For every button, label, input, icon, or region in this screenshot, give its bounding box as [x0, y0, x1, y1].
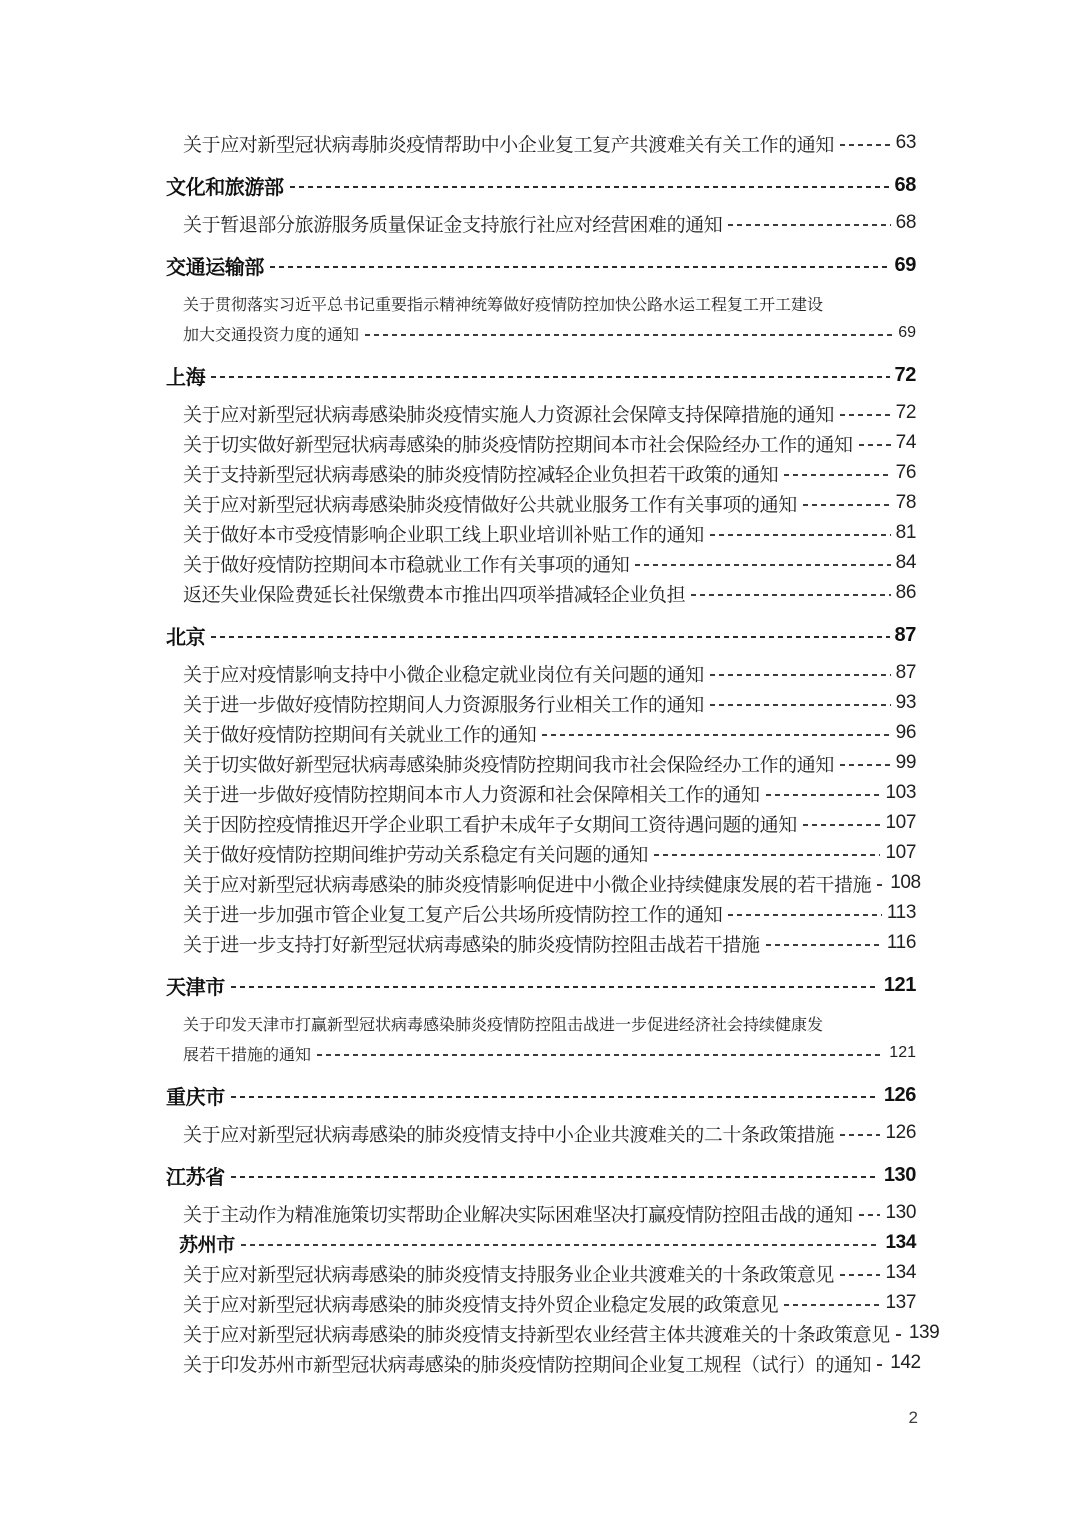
toc-entry	[166, 778, 916, 808]
subsection-page-number: 134	[885, 1232, 916, 1253]
entry-title-line2	[183, 318, 916, 348]
dotted-leader	[211, 376, 889, 378]
section-page-number: 126	[883, 1083, 916, 1106]
toc-entry	[166, 488, 916, 518]
toc-entry	[166, 128, 916, 158]
dotted-leader	[231, 1096, 879, 1098]
entry-page-number: 107	[885, 812, 916, 833]
subsection-title: 苏州市	[179, 1234, 235, 1256]
dotted-leader	[728, 914, 882, 916]
dotted-leader	[896, 1334, 904, 1336]
dotted-leader	[784, 1304, 880, 1306]
toc-entry	[166, 748, 916, 778]
section-page-number: 130	[883, 1163, 916, 1186]
entry-title: 返还失业保险费延长社保缴费本市推出四项举措减轻企业负担	[183, 584, 686, 606]
entry-title: 关于支持新型冠状病毒感染的肺炎疫情防控减轻企业负担若干政策的通知	[183, 464, 779, 486]
dotted-leader	[859, 444, 891, 446]
toc-entry	[166, 578, 916, 608]
page-number: 2	[908, 1408, 918, 1427]
dotted-leader	[803, 504, 891, 506]
entry-page-number: 86	[895, 582, 916, 603]
entry-title: 关于进一步做好疫情防控期间人力资源服务行业相关工作的通知	[183, 694, 704, 716]
dotted-leader	[840, 144, 891, 146]
toc-entry-multiline	[166, 1008, 916, 1068]
entry-title: 关于进一步加强市管企业复工复产后公共场所疫情防控工作的通知	[183, 904, 723, 926]
entry-title: 关于应对新型冠状病毒肺炎疫情帮助中小企业复工复产共渡难关有关工作的通知	[183, 134, 835, 156]
entry-page-number: 63	[895, 132, 916, 153]
section-page-number: 68	[894, 173, 916, 196]
toc-entry	[166, 718, 916, 748]
entry-title: 关于应对新型冠状病毒感染肺炎疫情做好公共就业服务工作有关事项的通知	[183, 494, 797, 516]
dotted-leader	[241, 1244, 881, 1246]
toc-entry	[166, 838, 916, 868]
entry-title: 关于应对新型冠状病毒感染的肺炎疫情支持中小企业共渡难关的二十条政策措施	[183, 1124, 835, 1146]
entry-title: 关于因防控疫情推迟开学企业职工看护未成年子女期间工资待遇问题的通知	[183, 814, 797, 836]
entry-page-number: 96	[895, 722, 916, 743]
entry-page-number: 68	[895, 212, 916, 233]
entry-title: 关于应对疫情影响支持中小微企业稳定就业岗位有关问题的通知	[183, 664, 704, 686]
toc-entry	[166, 428, 916, 458]
entry-page-number: 78	[895, 492, 916, 513]
dotted-leader	[840, 764, 891, 766]
entry-title-line2	[183, 1038, 916, 1068]
toc-entry	[166, 688, 916, 718]
entry-title-line1: 关于印发天津市打赢新型冠状病毒感染肺炎疫情防控阻击战进一步促进经济社会持续健康发	[183, 1016, 824, 1034]
dotted-leader	[231, 986, 879, 988]
dotted-leader	[231, 1176, 879, 1178]
toc-entry	[166, 458, 916, 488]
entry-page-number: 69	[898, 324, 916, 341]
entry-title-continuation: 展若干措施的通知	[183, 1046, 312, 1064]
toc-section-header	[166, 360, 916, 390]
toc-entry	[166, 1118, 916, 1148]
dotted-leader	[710, 534, 891, 536]
entry-page-number: 121	[889, 1044, 916, 1061]
entry-page-number: 72	[895, 402, 916, 423]
dotted-leader	[290, 186, 890, 188]
entry-title: 关于切实做好新型冠状病毒感染肺炎疫情防控期间我市社会保险经办工作的通知	[183, 754, 835, 776]
entry-title: 关于主动作为精准施策切实帮助企业解决实际困难坚决打赢疫情防控阻击战的通知	[183, 1204, 853, 1226]
toc-entry	[166, 1288, 916, 1318]
entry-page-number: 126	[885, 1122, 916, 1143]
entry-title: 关于做好疫情防控期间维护劳动关系稳定有关问题的通知	[183, 844, 649, 866]
toc-section-header	[166, 620, 916, 650]
entry-page-number: 81	[895, 522, 916, 543]
toc-entry	[166, 548, 916, 578]
toc-entry	[166, 658, 916, 688]
entry-page-number: 130	[885, 1202, 916, 1223]
toc-entry	[166, 398, 916, 428]
entry-page-number: 134	[885, 1262, 916, 1283]
dotted-leader	[728, 224, 890, 226]
entry-title: 关于印发苏州市新型冠状病毒感染的肺炎疫情防控期间企业复工规程（试行）的通知	[183, 1354, 872, 1376]
entry-title: 关于做好疫情防控期间有关就业工作的通知	[183, 724, 537, 746]
section-page-number: 121	[883, 973, 916, 996]
toc-entry	[166, 1198, 916, 1228]
entry-title: 关于应对新型冠状病毒感染的肺炎疫情支持服务业企业共渡难关的十条政策意见	[183, 1264, 835, 1286]
toc-section-header	[166, 1160, 916, 1190]
entry-title: 关于切实做好新型冠状病毒感染的肺炎疫情防控期间本市社会保险经办工作的通知	[183, 434, 853, 456]
entry-page-number: 93	[895, 692, 916, 713]
toc-section-header	[166, 970, 916, 1000]
toc-section-header	[166, 250, 916, 280]
dotted-leader	[766, 794, 881, 796]
entry-page-number: 107	[885, 842, 916, 863]
dotted-leader	[691, 594, 890, 596]
toc-entry	[166, 1348, 921, 1378]
entry-page-number: 84	[895, 552, 916, 573]
entry-page-number: 139	[908, 1322, 940, 1343]
dotted-leader	[859, 1214, 881, 1216]
toc-entry	[166, 208, 916, 238]
entry-page-number: 103	[885, 782, 916, 803]
entry-title: 关于做好疫情防控期间本市稳就业工作有关事项的通知	[183, 554, 630, 576]
toc-subsection-header	[166, 1228, 916, 1258]
dotted-leader	[877, 1364, 885, 1366]
dotted-leader	[710, 704, 891, 706]
entry-page-number: 108	[890, 872, 921, 893]
toc-entry	[166, 898, 916, 928]
entry-page-number: 87	[895, 662, 916, 683]
toc-entry	[166, 928, 916, 958]
section-page-number: 87	[894, 623, 916, 646]
dotted-leader	[840, 1134, 880, 1136]
entry-page-number: 142	[890, 1352, 921, 1373]
section-title: 文化和旅游部	[166, 176, 284, 199]
entry-page-number: 113	[886, 902, 916, 923]
entry-title: 关于应对新型冠状病毒感染肺炎疫情实施人力资源社会保障支持保障措施的通知	[183, 404, 835, 426]
entry-page-number: 99	[895, 752, 916, 773]
toc-entry	[166, 1258, 916, 1288]
section-title: 江苏省	[166, 1166, 225, 1189]
section-title: 交通运输部	[166, 256, 264, 279]
dotted-leader	[784, 474, 890, 476]
toc-entry	[166, 808, 916, 838]
entry-title: 关于做好本市受疫情影响企业职工线上职业培训补贴工作的通知	[183, 524, 704, 546]
dotted-leader	[840, 414, 891, 416]
section-page-number: 72	[894, 363, 916, 386]
entry-title: 关于进一步支持打好新型冠状病毒感染的肺炎疫情防控阻击战若干措施	[183, 934, 760, 956]
entry-page-number: 116	[886, 932, 916, 953]
dotted-leader	[365, 334, 893, 336]
table-of-contents	[166, 128, 940, 1378]
section-page-number: 69	[894, 253, 916, 276]
dotted-leader	[803, 824, 881, 826]
section-title: 天津市	[166, 976, 225, 999]
toc-entry-multiline	[166, 288, 916, 348]
entry-page-number: 76	[895, 462, 916, 483]
entry-title-line1: 关于贯彻落实习近平总书记重要指示精神统筹做好疫情防控加快公路水运工程复工开工建设	[183, 296, 824, 314]
dotted-leader	[840, 1274, 880, 1276]
entry-title: 关于应对新型冠状病毒感染的肺炎疫情支持新型农业经营主体共渡难关的十条政策意见	[183, 1324, 890, 1346]
dotted-leader	[710, 674, 891, 676]
dotted-leader	[270, 266, 890, 268]
entry-page-number: 74	[895, 432, 916, 453]
toc-entry	[166, 868, 921, 898]
toc-entry	[166, 1318, 940, 1348]
entry-title: 关于进一步做好疫情防控期间本市人力资源和社会保障相关工作的通知	[183, 784, 760, 806]
toc-section-header	[166, 1080, 916, 1110]
dotted-leader	[211, 636, 889, 638]
toc-section-header	[166, 170, 916, 200]
section-title: 重庆市	[166, 1086, 225, 1109]
entry-title-continuation: 加大交通投资力度的通知	[183, 326, 360, 344]
entry-page-number: 137	[885, 1292, 916, 1313]
toc-entry	[166, 518, 916, 548]
section-title: 北京	[166, 626, 206, 649]
dotted-leader	[766, 944, 882, 946]
entry-title: 关于暂退部分旅游服务质量保证金支持旅行社应对经营困难的通知	[183, 214, 723, 236]
section-title: 上海	[166, 366, 206, 389]
dotted-leader	[654, 854, 880, 856]
entry-title: 关于应对新型冠状病毒感染的肺炎疫情支持外贸企业稳定发展的政策意见	[183, 1294, 779, 1316]
dotted-leader	[542, 734, 890, 736]
dotted-leader	[317, 1054, 884, 1056]
dotted-leader	[877, 884, 885, 886]
entry-title: 关于应对新型冠状病毒感染的肺炎疫情影响促进中小微企业持续健康发展的若干措施	[183, 874, 872, 896]
dotted-leader	[635, 564, 890, 566]
